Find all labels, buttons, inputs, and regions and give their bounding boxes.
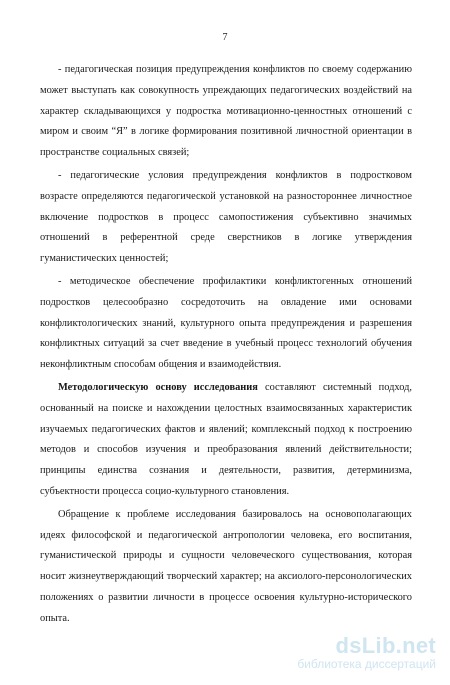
watermark-subtitle: библиотека диссертаций [297, 657, 436, 671]
paragraph-text: Обращение к проблеме исследования базировалось на основополагающих идеях философской и педагогической антропологии человека, его воспитания, гуманистической природы и сущности человеческого существования, которая носит жизнеутверждающий творческий характер; на аксиолого-персонологических положениях о развитии личности в процессе освоения культурно-исторического опыта. [40, 508, 412, 624]
paragraph-pedagogical-position [40, 60, 412, 164]
paragraph-methodological-basis [40, 378, 412, 503]
watermark [297, 635, 436, 671]
page-number: 7 [222, 32, 228, 43]
paragraph-text: составляют системный подход, основанный на поиске и нахождении целостных взаимосвязанных характеристик изучаемых педагогических фактов и явлений; комплексный подход к построению методов и способов изучения и преобразования явлений действительности; принципы единства сознания и деятельности, развития, детерминизма, субъектности процесса социо-культурного становления. [40, 381, 412, 497]
watermark-logo: dsLib.net [335, 633, 436, 658]
paragraph-text: - педагогическая позиция предупреждения конфликтов по своему содержанию может выступать как совокупность упреждающих педагогических воздействий на характер складывающихся у подростка мотивационно-ценностных отношений с миром и своим “Я” в логике формирования позитивной личностной ориентации в пространстве социальных связей; [40, 64, 412, 159]
paragraph-research-foundation [40, 505, 412, 630]
paragraph-methodical-support [40, 272, 412, 376]
paragraph-text: - педагогические условия предупреждения конфликтов в подростковом возрасте определяются педагогической установкой на разностороннее личностное включение подростков в процесс самопостижения субъективно значимых отношений в референтной среде сверстников в логике утверждения гуманистических ценностей; [40, 169, 412, 265]
paragraph-text: - методическое обеспечение профилактики конфликтогенных отношений подростков целесообразно сосредоточить на овладение ими основами конфликтологических знаний, культурного опыта предупреждения и разрешения конфликтных ситуаций за счет введение в учебный процесс технологий обучения неконфликтным способам общения и взаимодействия. [40, 275, 412, 371]
document-body [40, 60, 412, 632]
paragraph-bold-lead: Методологическую основу исследования [58, 381, 258, 393]
paragraph-pedagogical-conditions [40, 166, 412, 270]
